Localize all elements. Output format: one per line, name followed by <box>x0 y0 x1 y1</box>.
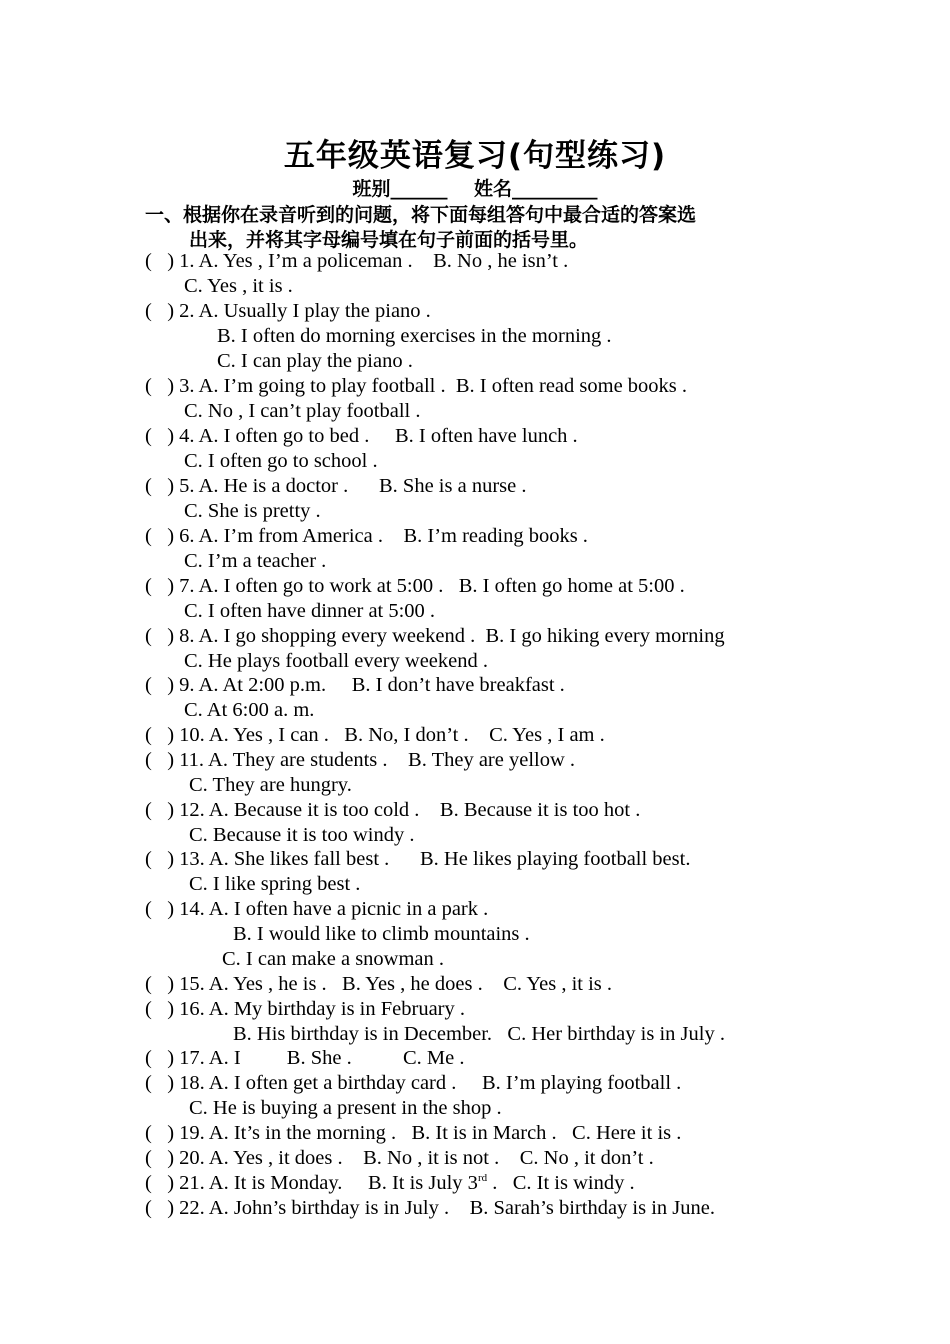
question-9-line-a: ( ) 9. A. At 2:00 p.m. B. I don’t have breakfast . <box>145 674 565 696</box>
question-20-line-a: ( ) 20. A. Yes , it does . B. No , it is not . C. No , it don’t . <box>145 1147 654 1169</box>
question-19-line-a: ( ) 19. A. It’s in the morning . B. It is in March . C. Here it is . <box>145 1122 682 1144</box>
question-2-line-b: B. I often do morning exercises in the morning . <box>217 325 612 347</box>
question-3-line-a: ( ) 3. A. I’m going to play football . B. I often read some books . <box>145 375 688 397</box>
question-7-line-a: ( ) 7. A. I often go to work at 5:00 . B. I often go home at 5:00 . <box>145 575 685 597</box>
question-21-line-a <box>145 1171 635 1195</box>
question-14-line-b: B. I would like to climb mountains . <box>233 923 530 945</box>
instruction-line-2: 出来，并将其字母编号填在句子前面的括号里。 <box>189 229 589 251</box>
question-5-line-a: ( ) 5. A. He is a doctor . B. She is a nurse . <box>145 475 527 497</box>
question-6-line-b: C. I’m a teacher . <box>184 550 327 572</box>
instruction-line-1: 一、根据你在录音听到的问题，将下面每组答句中最合适的答案选 <box>145 204 697 226</box>
question-13-line-b: C. I like spring best . <box>189 873 361 895</box>
question-10-line-a: ( ) 10. A. Yes , I can . B. No, I don’t . C. Yes , I am . <box>145 724 605 746</box>
question-22-line-a: ( ) 22. A. John’s birthday is in July . B. Sarah’s birthday is in June. <box>145 1197 715 1219</box>
question-16-line-a: ( ) 16. A. My birthday is in February . <box>145 998 465 1020</box>
question-1-line-a: ( ) 1. A. Yes , I’m a policeman . B. No , he isn’t . <box>145 250 569 272</box>
question-2-line-a: ( ) 2. A. Usually I play the piano . <box>145 300 431 322</box>
question-18-line-a: ( ) 18. A. I often get a birthday card . B. I’m playing football . <box>145 1072 682 1094</box>
question-13-line-a: ( ) 13. A. She likes fall best . B. He likes playing football best. <box>145 848 691 870</box>
question-4-line-a: ( ) 4. A. I often go to bed . B. I often have lunch . <box>145 425 578 447</box>
question-21-text: ( ) 21. A. It is Monday. B. It is July 3 <box>145 1172 478 1194</box>
class-name-line: 班别______ 姓名_________ <box>352 178 598 200</box>
question-11-line-b: C. They are hungry. <box>189 774 352 796</box>
question-15-line-a: ( ) 15. A. Yes , he is . B. Yes , he does . C. Yes , it is . <box>145 973 613 995</box>
question-14-line-c: C. I can make a snowman . <box>222 948 445 970</box>
question-3-line-b: C. No , I can’t play football . <box>184 400 421 422</box>
question-12-line-a: ( ) 12. A. Because it is too cold . B. Because it is too hot . <box>145 799 641 821</box>
question-17-line-a: ( ) 17. A. I B. She . C. Me . <box>145 1047 465 1069</box>
question-2-line-c: C. I can play the piano . <box>217 350 413 372</box>
question-11-line-a: ( ) 11. A. They are students . B. They are yellow . <box>145 749 576 771</box>
question-21-tail: . C. It is windy . <box>487 1172 635 1194</box>
question-1-line-b: C. Yes , it is . <box>184 275 293 297</box>
question-16-line-b: B. His birthday is in December. C. Her birthday is in July . <box>233 1023 725 1045</box>
question-4-line-b: C. I often go to school . <box>184 450 378 472</box>
question-12-line-b: C. Because it is too windy . <box>189 824 415 846</box>
question-9-line-b: C. At 6:00 a. m. <box>184 699 315 721</box>
question-5-line-b: C. She is pretty . <box>184 500 321 522</box>
question-8-line-a: ( ) 8. A. I go shopping every weekend . B. I go hiking every morning <box>145 625 725 647</box>
question-7-line-b: C. I often have dinner at 5:00 . <box>184 600 436 622</box>
question-14-line-a: ( ) 14. A. I often have a picnic in a park . <box>145 898 489 920</box>
question-18-line-b: C. He is buying a present in the shop . <box>189 1097 502 1119</box>
question-21-superscript: rd <box>477 1172 488 1185</box>
question-8-line-b: C. He plays football every weekend . <box>184 650 488 672</box>
question-6-line-a: ( ) 6. A. I’m from America . B. I’m reading books . <box>145 525 588 547</box>
page-title: 五年级英语复习(句型练习) <box>283 138 667 174</box>
